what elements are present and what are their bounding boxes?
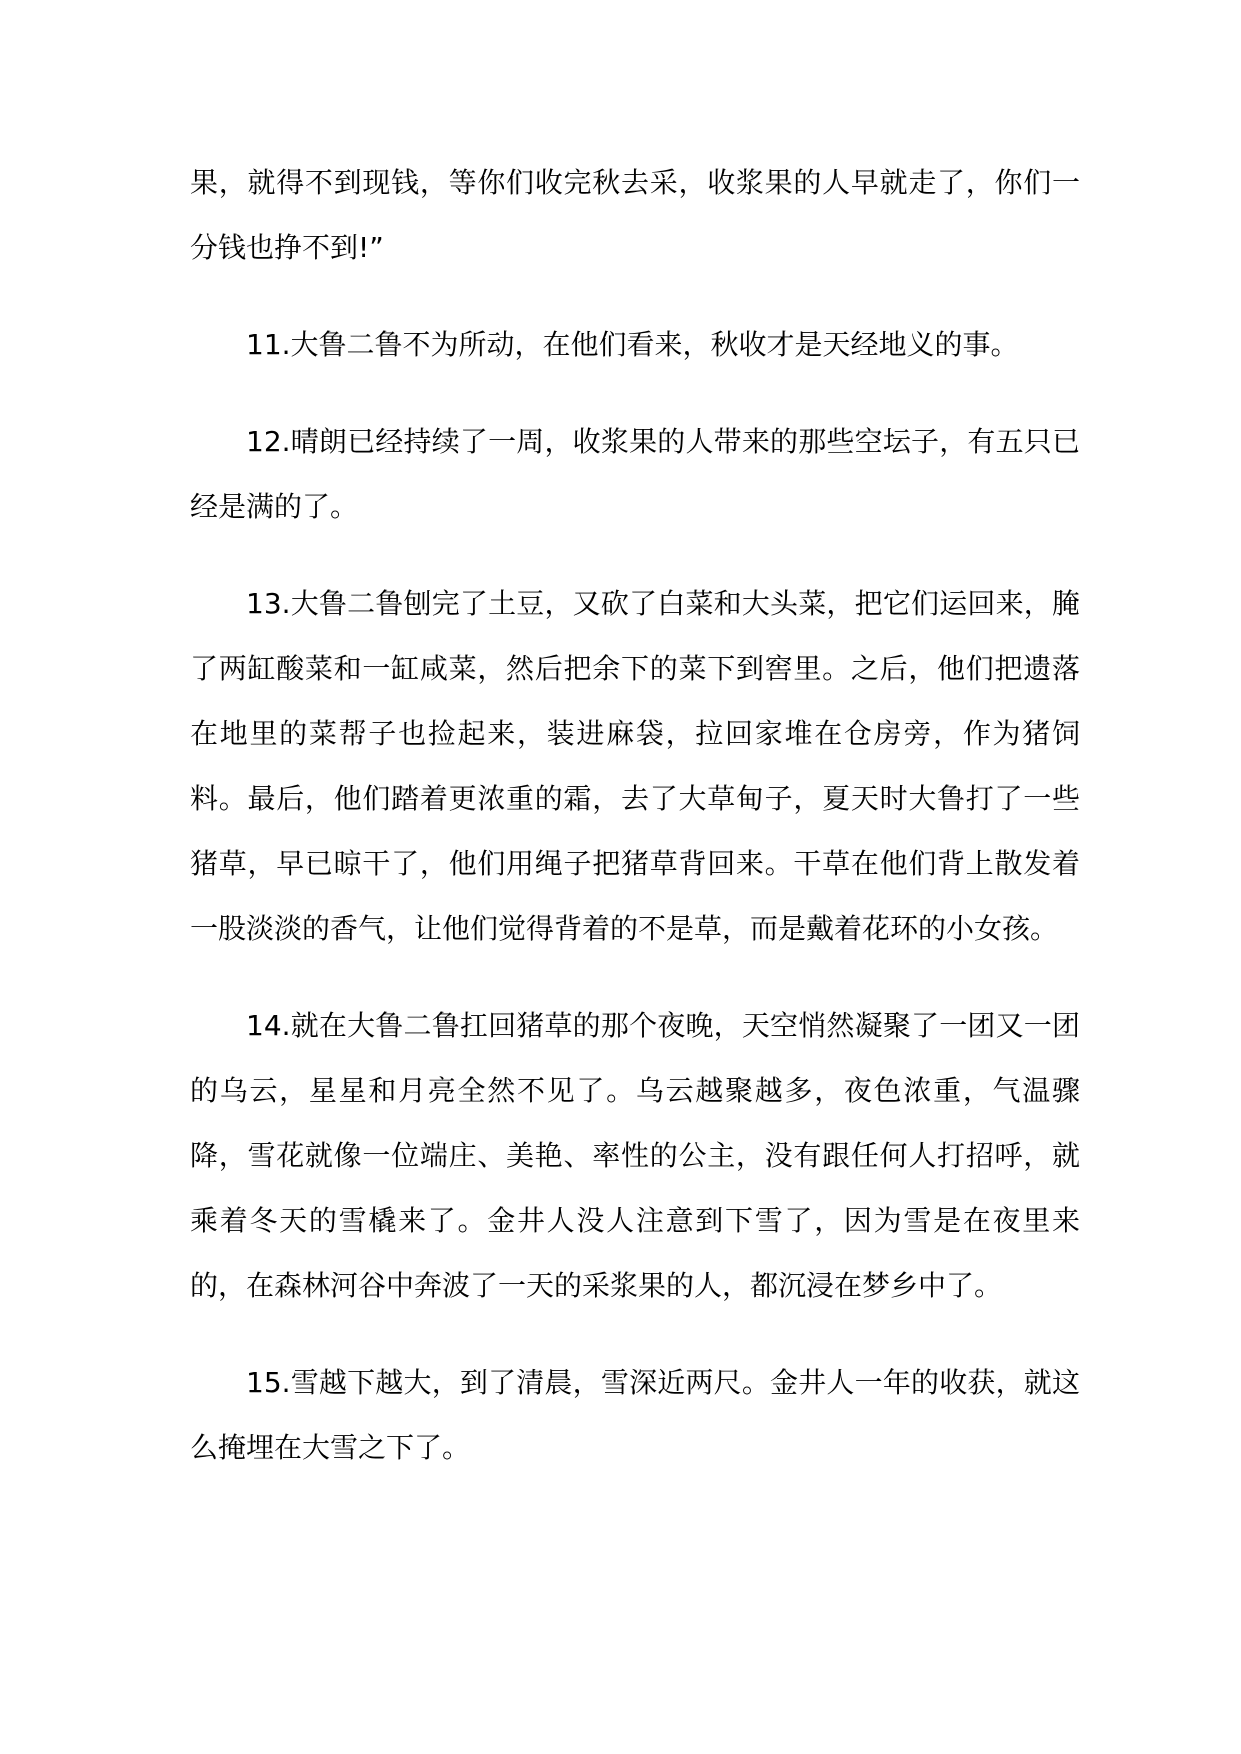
paragraph-13: 13.大鲁二鲁刨完了土豆，又砍了白菜和大头菜，把它们运回来，腌了两缸酸菜和一缸咸菜，然后把余下的菜下到窖里。之后，他们把遗落在地里的菜帮子也捡起来，装进麻袋，拉回家堆在仓房旁，作为猪饲料。最后，他们踏着更浓重的霜，去了大草甸子，夏天时大鲁打了一些猪草，早已晾干了，他们用绳子把猪草背回来。干草在他们背上散发着一股淡淡的香气，让他们觉得背着的不是草，而是戴着花环的小女孩。 [190,587,1080,945]
paragraph-continuation: 果，就得不到现钱，等你们收完秋去采，收浆果的人早就走了，你们一分钱也挣不到!” [190,166,1080,264]
document-body [190,150,1080,1512]
paragraph-12: 12.晴朗已经持续了一周，收浆果的人带来的那些空坛子，有五只已经是满的了。 [190,425,1080,523]
paragraph-14: 14.就在大鲁二鲁扛回猪草的那个夜晚，天空悄然凝聚了一团又一团的乌云，星星和月亮全然不见了。乌云越聚越多，夜色浓重，气温骤降，雪花就像一位端庄、美艳、率性的公主，没有跟任何人打招呼，就乘着冬天的雪橇来了。金井人没人注意到下雪了，因为雪是在夜里来的，在森林河谷中奔波了一天的采浆果的人，都沉浸在梦乡中了。 [190,1009,1080,1302]
paragraph-15: 15.雪越下越大，到了清晨，雪深近两尺。金井人一年的收获，就这么掩埋在大雪之下了。 [190,1366,1080,1464]
paragraph-11: 11.大鲁二鲁不为所动，在他们看来，秋收才是天经地义的事。 [246,328,1019,361]
